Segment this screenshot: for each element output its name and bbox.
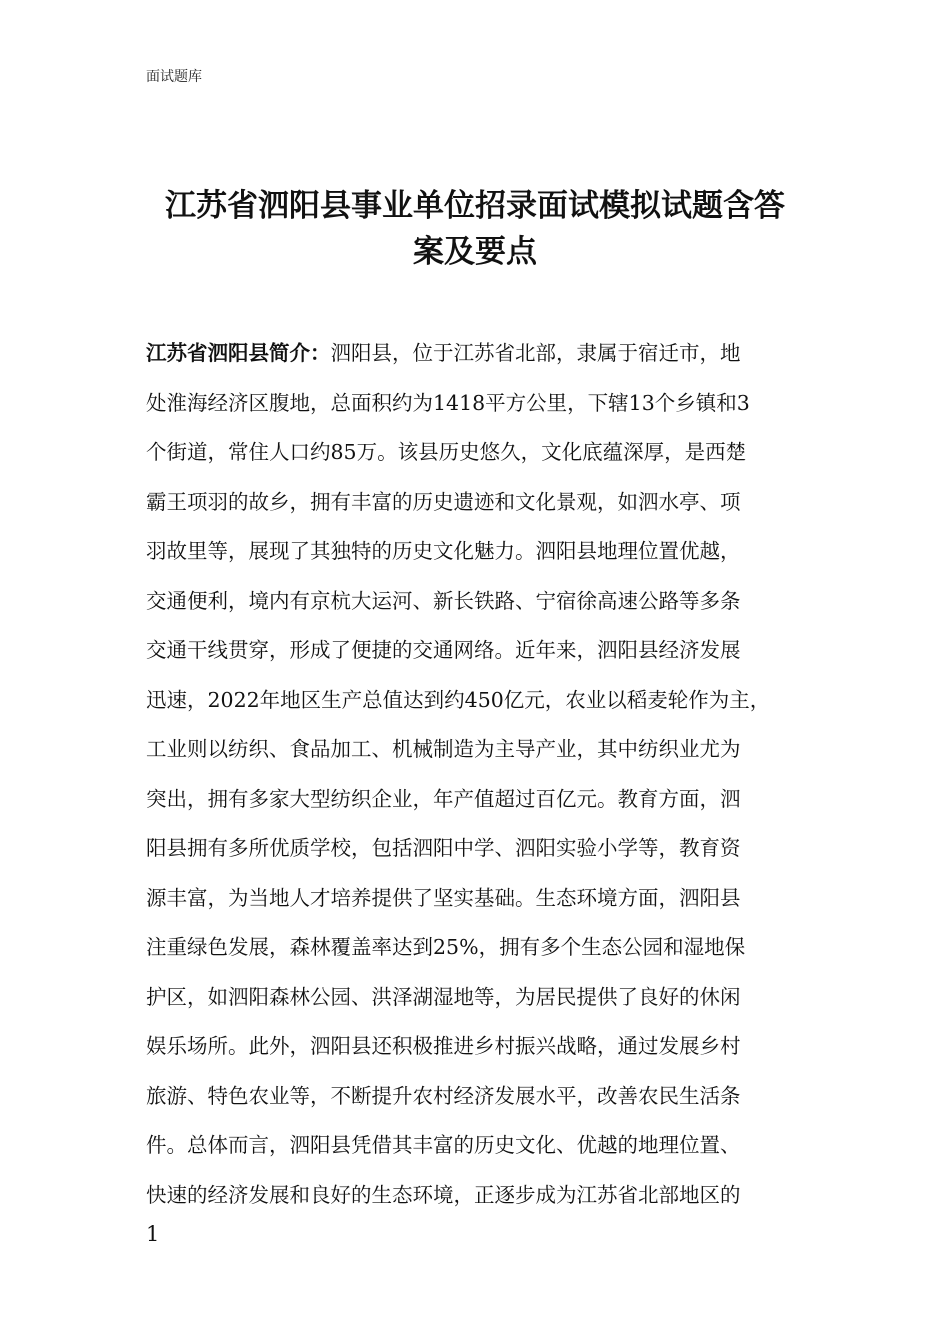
paragraph-line-text: 泗阳县，位于江苏省北部，隶属于宿迁市，地 (330, 341, 741, 365)
paragraph-line (146, 329, 836, 379)
paragraph-line: 突出，拥有多家大型纺织企业，年产值超过百亿元。教育方面，泗 (146, 786, 741, 811)
document-title-line-1: 江苏省泗阳县事业单位招录面试模拟试题含答 (165, 188, 785, 224)
paragraph-line: 旅游、特色农业等，不断提升农村经济发展水平，改善农民生活条 (146, 1083, 741, 1108)
paragraph-line: 个街道，常住人口约85万。该县历史悠久，文化底蕴深厚，是西楚 (146, 440, 747, 464)
paragraph-line: 霸王项羽的故乡，拥有丰富的历史遗迹和文化景观，如泗水亭、项 (146, 489, 741, 514)
paragraph-line: 处淮海经济区腹地，总面积约为1418平方公里，下辖13个乡镇和3 (146, 390, 750, 415)
paragraph-line: 护区，如泗阳森林公园、洪泽湖湿地等，为居民提供了良好的休闲 (146, 984, 741, 1009)
paragraph-line: 源丰富，为当地人才培养提供了坚实基础。生态环境方面，泗阳县 (146, 885, 741, 910)
page-number: 1 (146, 1222, 160, 1246)
paragraph-line: 快速的经济发展和良好的生态环境，正逐步成为江苏省北部地区的 (146, 1182, 741, 1207)
document-title-line-2: 案及要点 (413, 234, 537, 270)
paragraph-line: 迅速，2022年地区生产总值达到约450亿元，农业以稻麦轮作为主， (146, 687, 771, 712)
paragraph-line: 交通干线贯穿，形成了便捷的交通网络。近年来，泗阳县经济发展 (146, 638, 741, 662)
paragraph-line: 件。总体而言，泗阳县凭借其丰富的历史文化、优越的地理位置、 (146, 1133, 741, 1157)
page-header: 面试题库 (146, 69, 202, 85)
paragraph-line: 羽故里等，展现了其独特的历史文化魅力。泗阳县地理位置优越， (146, 539, 741, 563)
paragraph-line: 工业则以纺织、食品加工、机械制造为主导产业，其中纺织业尤为 (146, 737, 741, 761)
intro-paragraph (146, 329, 836, 1220)
paragraph-line: 注重绿色发展，森林覆盖率达到25%，拥有多个生态公园和湿地保 (146, 935, 746, 959)
paragraph-line: 娱乐场所。此外，泗阳县还积极推进乡村振兴战略，通过发展乡村 (146, 1034, 741, 1058)
paragraph-line: 交通便利，境内有京杭大运河、新长铁路、宁宿徐高速公路等多条 (146, 588, 741, 613)
intro-label: 江苏省泗阳县简介： (146, 341, 331, 365)
paragraph-line: 阳县拥有多所优质学校，包括泗阳中学、泗阳实验小学等，教育资 (146, 836, 741, 860)
